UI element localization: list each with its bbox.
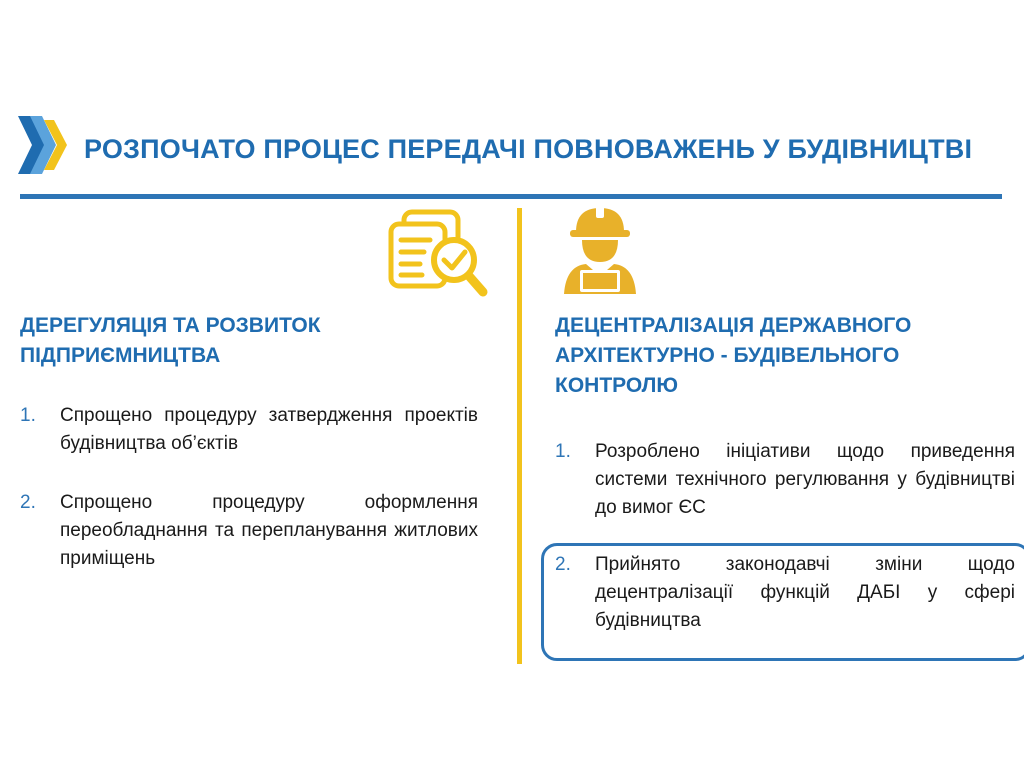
right-section-heading: ДЕЦЕНТРАЛІЗАЦІЯ ДЕРЖАВНОГО АРХІТЕКТУРНО - БУДІВЕЛЬНОГО КОНТРОЛЮ <box>555 314 912 397</box>
title-divider <box>20 194 1002 199</box>
list-text: Прийнято законодавчі зміни щодо децентралізації функцій ДАБІ у сфері будівництва <box>595 554 1015 631</box>
left-section-heading: ДЕРЕГУЛЯЦІЯ ТА РОЗВИТОК ПІДПРИЄМНИЦТВА <box>20 314 321 367</box>
list-number: 2. <box>20 492 36 513</box>
list-number: 2. <box>555 554 571 575</box>
page-title: РОЗПОЧАТО ПРОЦЕС ПЕРЕДАЧІ ПОВНОВАЖЕНЬ У БУДІВНИЦТВІ <box>84 134 973 164</box>
chevron-arrows-logo <box>16 114 68 176</box>
list-number: 1. <box>555 441 571 462</box>
list-text: Спрощено процедуру затвердження проектів будівництва об’єктів <box>60 405 478 454</box>
construction-worker-laptop-icon <box>560 204 640 296</box>
list-number: 1. <box>20 405 36 426</box>
list-text: Спрощено процедуру оформлення переобладнання та перепланування житлових приміщень <box>60 492 478 569</box>
column-divider <box>517 208 522 664</box>
document-magnifier-check-icon <box>386 208 490 304</box>
list-text: Розроблено ініціативи щодо приведення системи технічного регулювання у будівництві до вимог ЄС <box>595 441 1015 518</box>
